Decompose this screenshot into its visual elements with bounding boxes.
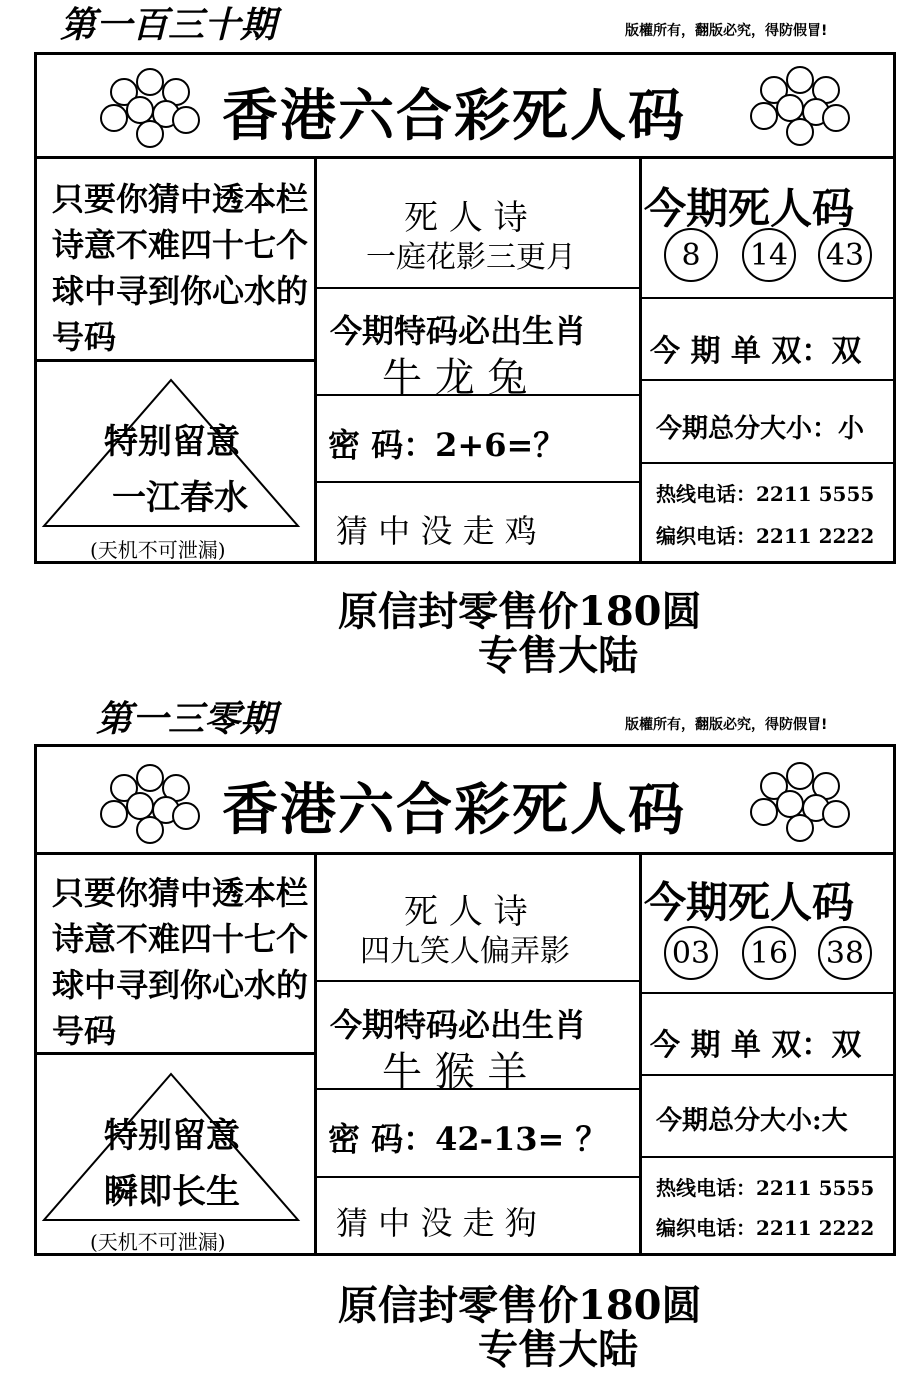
divider: [34, 156, 896, 159]
odd-even: 今 期 单 双：双: [650, 1028, 862, 1063]
number-ball: 16: [742, 926, 796, 980]
guess-text: 猜 中 没 走 鸡: [336, 512, 537, 550]
tianji-note: (天机不可泄漏): [90, 1230, 226, 1254]
main-title: 香港六合彩死人码: [222, 83, 686, 149]
hint-poem: 只要你猜中透本栏诗意不难四十七个球中寻到你心水的号码: [52, 874, 309, 1050]
number-ball: 8: [664, 228, 718, 282]
special-text: 一江春水: [112, 478, 248, 518]
divider: [314, 1176, 640, 1178]
dead-numbers-title: 今期死人码: [644, 184, 855, 233]
special-title: 特别留意: [104, 422, 240, 462]
total-size: 今期总分大小：小: [656, 414, 865, 444]
special-text: 瞬即长生: [104, 1172, 240, 1212]
divider: [639, 462, 896, 464]
divider: [639, 1156, 896, 1158]
ball-cluster-icon: [100, 68, 200, 148]
divider: [314, 481, 640, 483]
poem-title: 死 人 诗: [404, 198, 528, 238]
tianji-note: (天机不可泄漏): [90, 538, 226, 562]
odd-even: 今 期 单 双：双: [650, 334, 862, 369]
secret-code: 密 码：2+6=？: [328, 426, 566, 464]
zodiac-list: 牛 猴 羊: [382, 1049, 528, 1095]
price-text: 原信封零售价180圆: [338, 1282, 702, 1329]
divider: [639, 992, 896, 994]
issue-title: 第一百三十期: [60, 5, 277, 46]
issue-title: 第一三零期: [96, 699, 277, 740]
secret-code: 密 码：42-13= ？: [328, 1120, 608, 1158]
poem-line: 一庭花影三更月: [366, 240, 576, 275]
divider: [314, 980, 640, 982]
total-size: 今期总分大小:大: [656, 1106, 848, 1136]
special-title: 特别留意: [104, 1116, 240, 1156]
editor-phone: 编织电话：2211 2222: [656, 524, 875, 548]
sale-text: 专售大陆: [478, 1326, 638, 1373]
copyright-notice: 版權所有，翻版必究，得防假冒!: [625, 23, 828, 39]
editor-phone: 编织电话：2211 2222: [656, 1216, 875, 1240]
zodiac-title: 今期特码必出生肖: [330, 312, 587, 350]
hint-poem: 只要你猜中透本栏诗意不难四十七个球中寻到你心水的号码: [52, 180, 309, 356]
copyright-notice: 版權所有，翻版必究，得防假冒!: [625, 717, 828, 733]
number-ball: 38: [818, 926, 872, 980]
guess-text: 猜 中 没 走 狗: [336, 1204, 537, 1242]
price-text: 原信封零售价180圆: [338, 588, 702, 635]
number-ball: 14: [742, 228, 796, 282]
zodiac-list: 牛 龙 兔: [382, 355, 528, 401]
divider: [639, 156, 642, 564]
poem-title: 死 人 诗: [404, 892, 528, 932]
hotline: 热线电话：2211 5555: [656, 1176, 875, 1200]
divider: [314, 287, 640, 289]
poem-line: 四九笑人偏弄影: [360, 934, 570, 969]
number-ball: 03: [664, 926, 718, 980]
main-title: 香港六合彩死人码: [222, 777, 686, 843]
hotline: 热线电话：2211 5555: [656, 482, 875, 506]
dead-numbers-title: 今期死人码: [644, 878, 855, 927]
divider: [639, 852, 642, 1256]
divider: [639, 379, 896, 381]
zodiac-title: 今期特码必出生肖: [330, 1006, 587, 1044]
sale-text: 专售大陆: [478, 632, 638, 679]
divider: [34, 852, 896, 855]
divider: [639, 297, 896, 299]
ball-cluster-icon: [750, 66, 850, 146]
ball-cluster-icon: [100, 764, 200, 844]
ball-cluster-icon: [750, 762, 850, 842]
number-ball: 43: [818, 228, 872, 282]
divider: [639, 1074, 896, 1076]
